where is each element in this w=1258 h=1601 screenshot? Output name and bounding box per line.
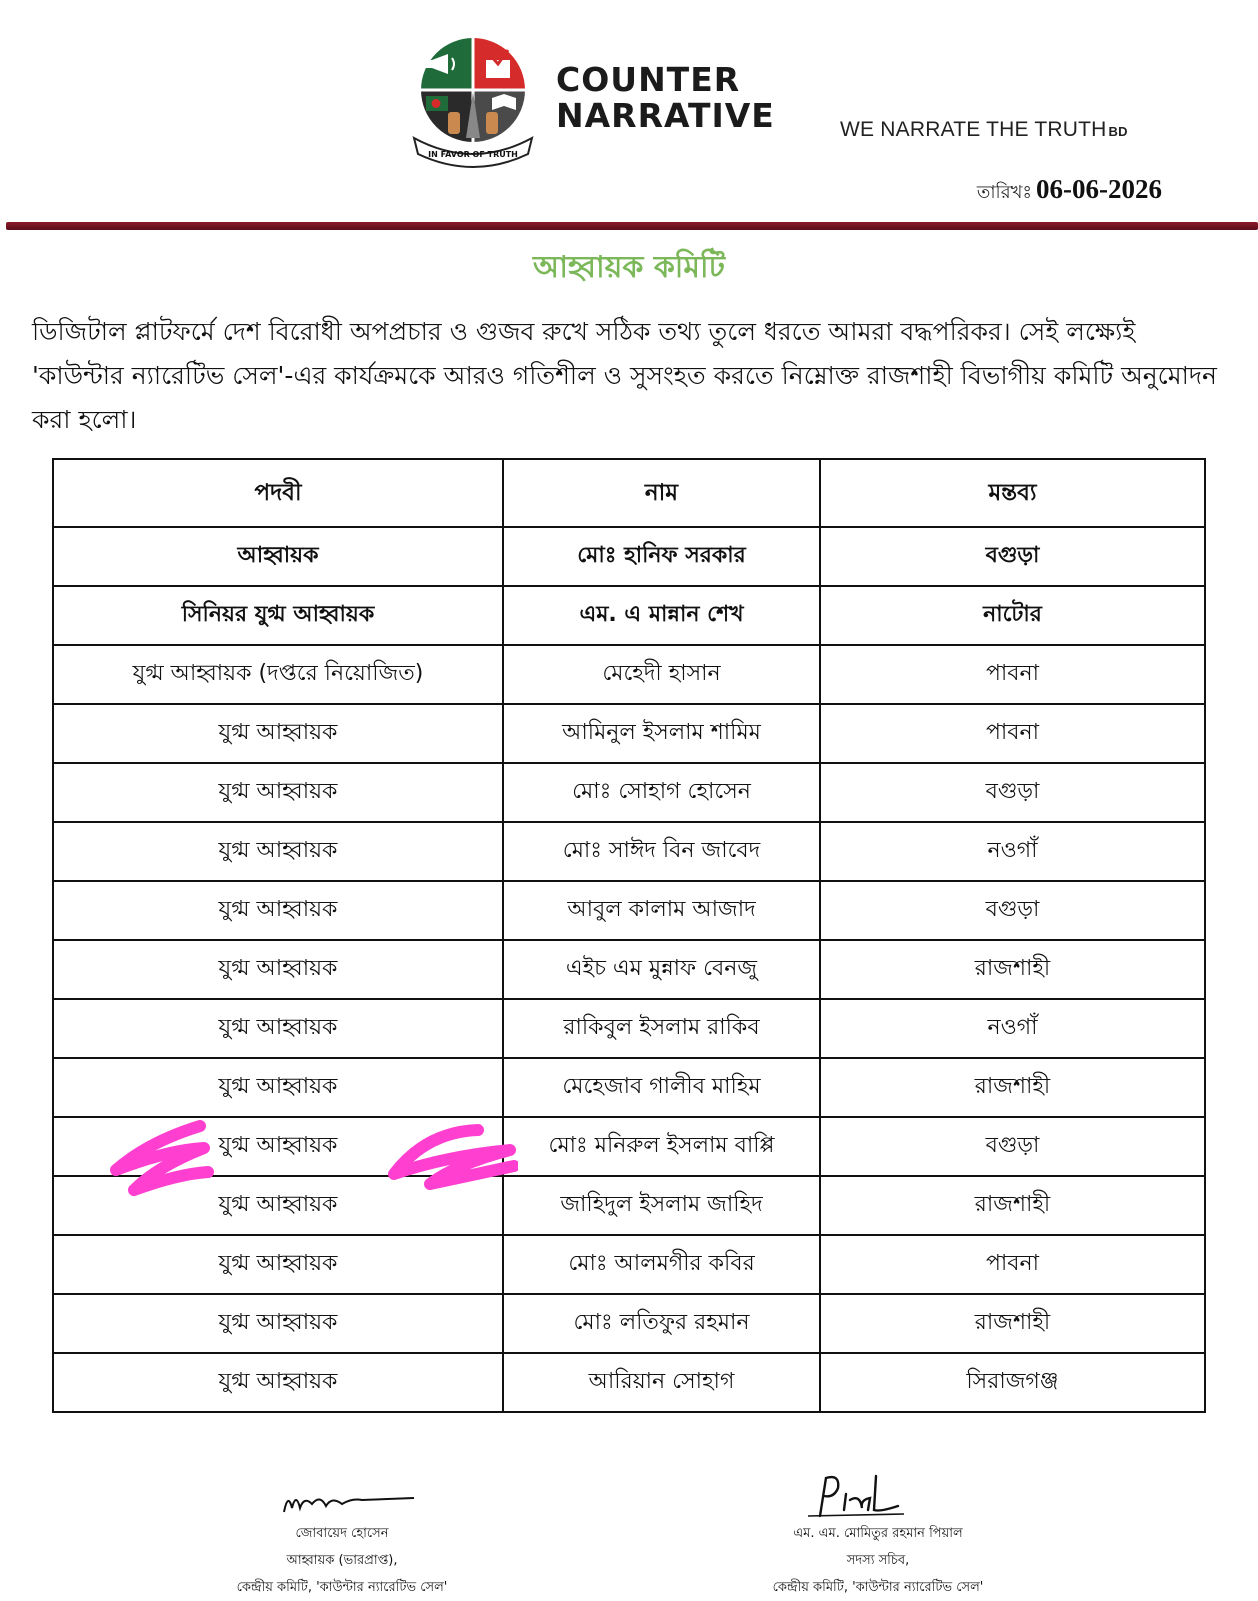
position-cell: যুগ্ম আহ্বায়ক [53,1176,503,1235]
position-cell: যুগ্ম আহ্বায়ক [53,1294,503,1353]
committee-title: আহ্বায়ক কমিটি [533,250,725,285]
table-row [53,704,1205,763]
remark-cell: নওগাঁ [820,822,1205,881]
signatory-designation: আহ্বায়ক (ভারপ্রাপ্ত), [286,1553,398,1568]
signature-block-right [728,1470,1028,1601]
table-row [53,822,1205,881]
remark-cell: রাজশাহী [820,940,1205,999]
table-row [53,763,1205,822]
remark-cell: নাটোর [820,586,1205,645]
table-row [53,1117,1205,1176]
table-row [53,999,1205,1058]
remark-cell: রাজশাহী [820,1058,1205,1117]
name-cell: আবুল কালাম আজাদ [503,881,820,940]
remark-cell: বগুড়া [820,763,1205,822]
name-cell: এম. এ মান্নান শেখ [503,586,820,645]
header-divider [6,222,1258,230]
position-cell: যুগ্ম আহ্বায়ক [53,822,503,881]
position-cell: যুগ্ম আহ্বায়ক [53,940,503,999]
org-name-line1: COUNTER [556,60,741,99]
position-cell: সিনিয়র যুগ্ম আহ্বায়ক [53,586,503,645]
remark-cell: রাজশাহী [820,1176,1205,1235]
name-cell: মোঃ সোহাগ হোসেন [503,763,820,822]
position-cell: যুগ্ম আহ্বায়ক (দপ্তরে নিয়োজিত) [53,645,503,704]
column-header-remark: মন্তব্য [820,459,1205,527]
remark-cell: রাজশাহী [820,1294,1205,1353]
column-header-name: নাম [503,459,820,527]
remark-cell: বগুড়া [820,1117,1205,1176]
remark-cell: বগুড়া [820,527,1205,586]
name-cell: আরিয়ান সোহাগ [503,1353,820,1412]
position-cell: যুগ্ম আহ্বায়ক [53,881,503,940]
position-cell: আহ্বায়ক [53,527,503,586]
position-cell: যুগ্ম আহ্বায়ক [53,1117,503,1176]
position-cell: যুগ্ম আহ্বায়ক [53,1353,503,1412]
table-header-row [53,459,1205,527]
name-cell: জাহিদুল ইসলাম জাহিদ [503,1176,820,1235]
remark-cell: পাবনা [820,1235,1205,1294]
signature-block-left [192,1470,492,1601]
position-cell: যুগ্ম আহ্বায়ক [53,1235,503,1294]
letterhead [0,0,1258,232]
name-cell: মেহেদী হাসান [503,645,820,704]
signatory-committee: কেন্দ্রীয় কমিটি, 'কাউন্টার ন্যারেটিভ সেল' [772,1580,984,1595]
name-cell: এইচ এম মুন্নাফ বেনজু [503,940,820,999]
position-cell: যুগ্ম আহ্বায়ক [53,999,503,1058]
table-row [53,527,1205,586]
table-row [53,1058,1205,1117]
remark-cell: নওগাঁ [820,999,1205,1058]
table-row [53,1235,1205,1294]
table-row [53,1176,1205,1235]
highlighter-scribble-right [386,1122,518,1198]
name-cell: মেহেজাব গালীব মাহিম [503,1058,820,1117]
remark-cell: পাবনা [820,645,1205,704]
tagline-text: WE NARRATE THE TRUTH [840,118,1107,141]
column-header-position: পদবী [53,459,503,527]
table-row [53,586,1205,645]
name-cell: আমিনুল ইসলাম শামিম [503,704,820,763]
remark-cell: পাবনা [820,704,1205,763]
counter-narrative-logo-icon [408,30,538,170]
date-label: তারিখঃ [976,182,1033,202]
table-row [53,1294,1205,1353]
name-cell: মোঃ হানিফ সরকার [503,527,820,586]
name-cell: মোঃ মনিরুল ইসলাম বাপ্পি [503,1117,820,1176]
name-cell: মোঃ সাঈদ বিন জাবেদ [503,822,820,881]
name-cell: রাকিবুল ইসলাম রাকিব [503,999,820,1058]
signatory-name: জোবায়েদ হোসেন [295,1526,389,1541]
position-cell: যুগ্ম আহ্বায়ক [53,763,503,822]
date-row [977,174,1162,209]
tagline-suffix: BD [1108,124,1128,139]
logo-ribbon-text: IN FAVOR OF TRUTH [428,150,518,159]
handwritten-signature-right [728,1470,1028,1520]
tagline [840,118,1128,142]
signatory-committee: কেন্দ্রীয় কমিটি, 'কাউন্টার ন্যারেটিভ সেল' [236,1580,448,1595]
table-row [53,940,1205,999]
signatory-name: এম. এম. মোমিতুর রহমান পিয়াল [793,1526,963,1541]
position-cell: যুগ্ম আহ্বায়ক [53,1058,503,1117]
remark-cell: সিরাজগঞ্জ [820,1353,1205,1412]
org-name-line2: NARRATIVE [556,96,775,135]
table-row [53,1353,1205,1412]
organization-name [556,62,775,134]
signatory-designation: সদস্য সচিব, [846,1553,910,1568]
remark-cell: বগুড়া [820,881,1205,940]
committee-table [52,458,1206,1413]
name-cell: মোঃ আলমগীর কবির [503,1235,820,1294]
intro-paragraph: ডিজিটাল প্লাটফর্মে দেশ বিরোধী অপপ্রচার ও গুজব রুখে সঠিক তথ্য তুলে ধরতে আমরা বদ্ধপরিকর। সেই লক্ষ্যেই 'কাউন্টার ন্যারেটিভ সেল'-এর কার্যক্রমকে আরও গতিশীল ও সুসংহত করতে নিম্নোক্ত রাজশাহী বিভাগীয় কমিটি অনুমোদন করা হলো। [32,317,1217,434]
table-row [53,881,1205,940]
position-cell: যুগ্ম আহ্বায়ক [53,704,503,763]
handwritten-signature-left [192,1470,492,1520]
table-row [53,645,1205,704]
name-cell: মোঃ লতিফুর রহমান [503,1294,820,1353]
highlighter-scribble-left [108,1120,218,1200]
date-value: 06-06-2026 [1036,174,1162,204]
